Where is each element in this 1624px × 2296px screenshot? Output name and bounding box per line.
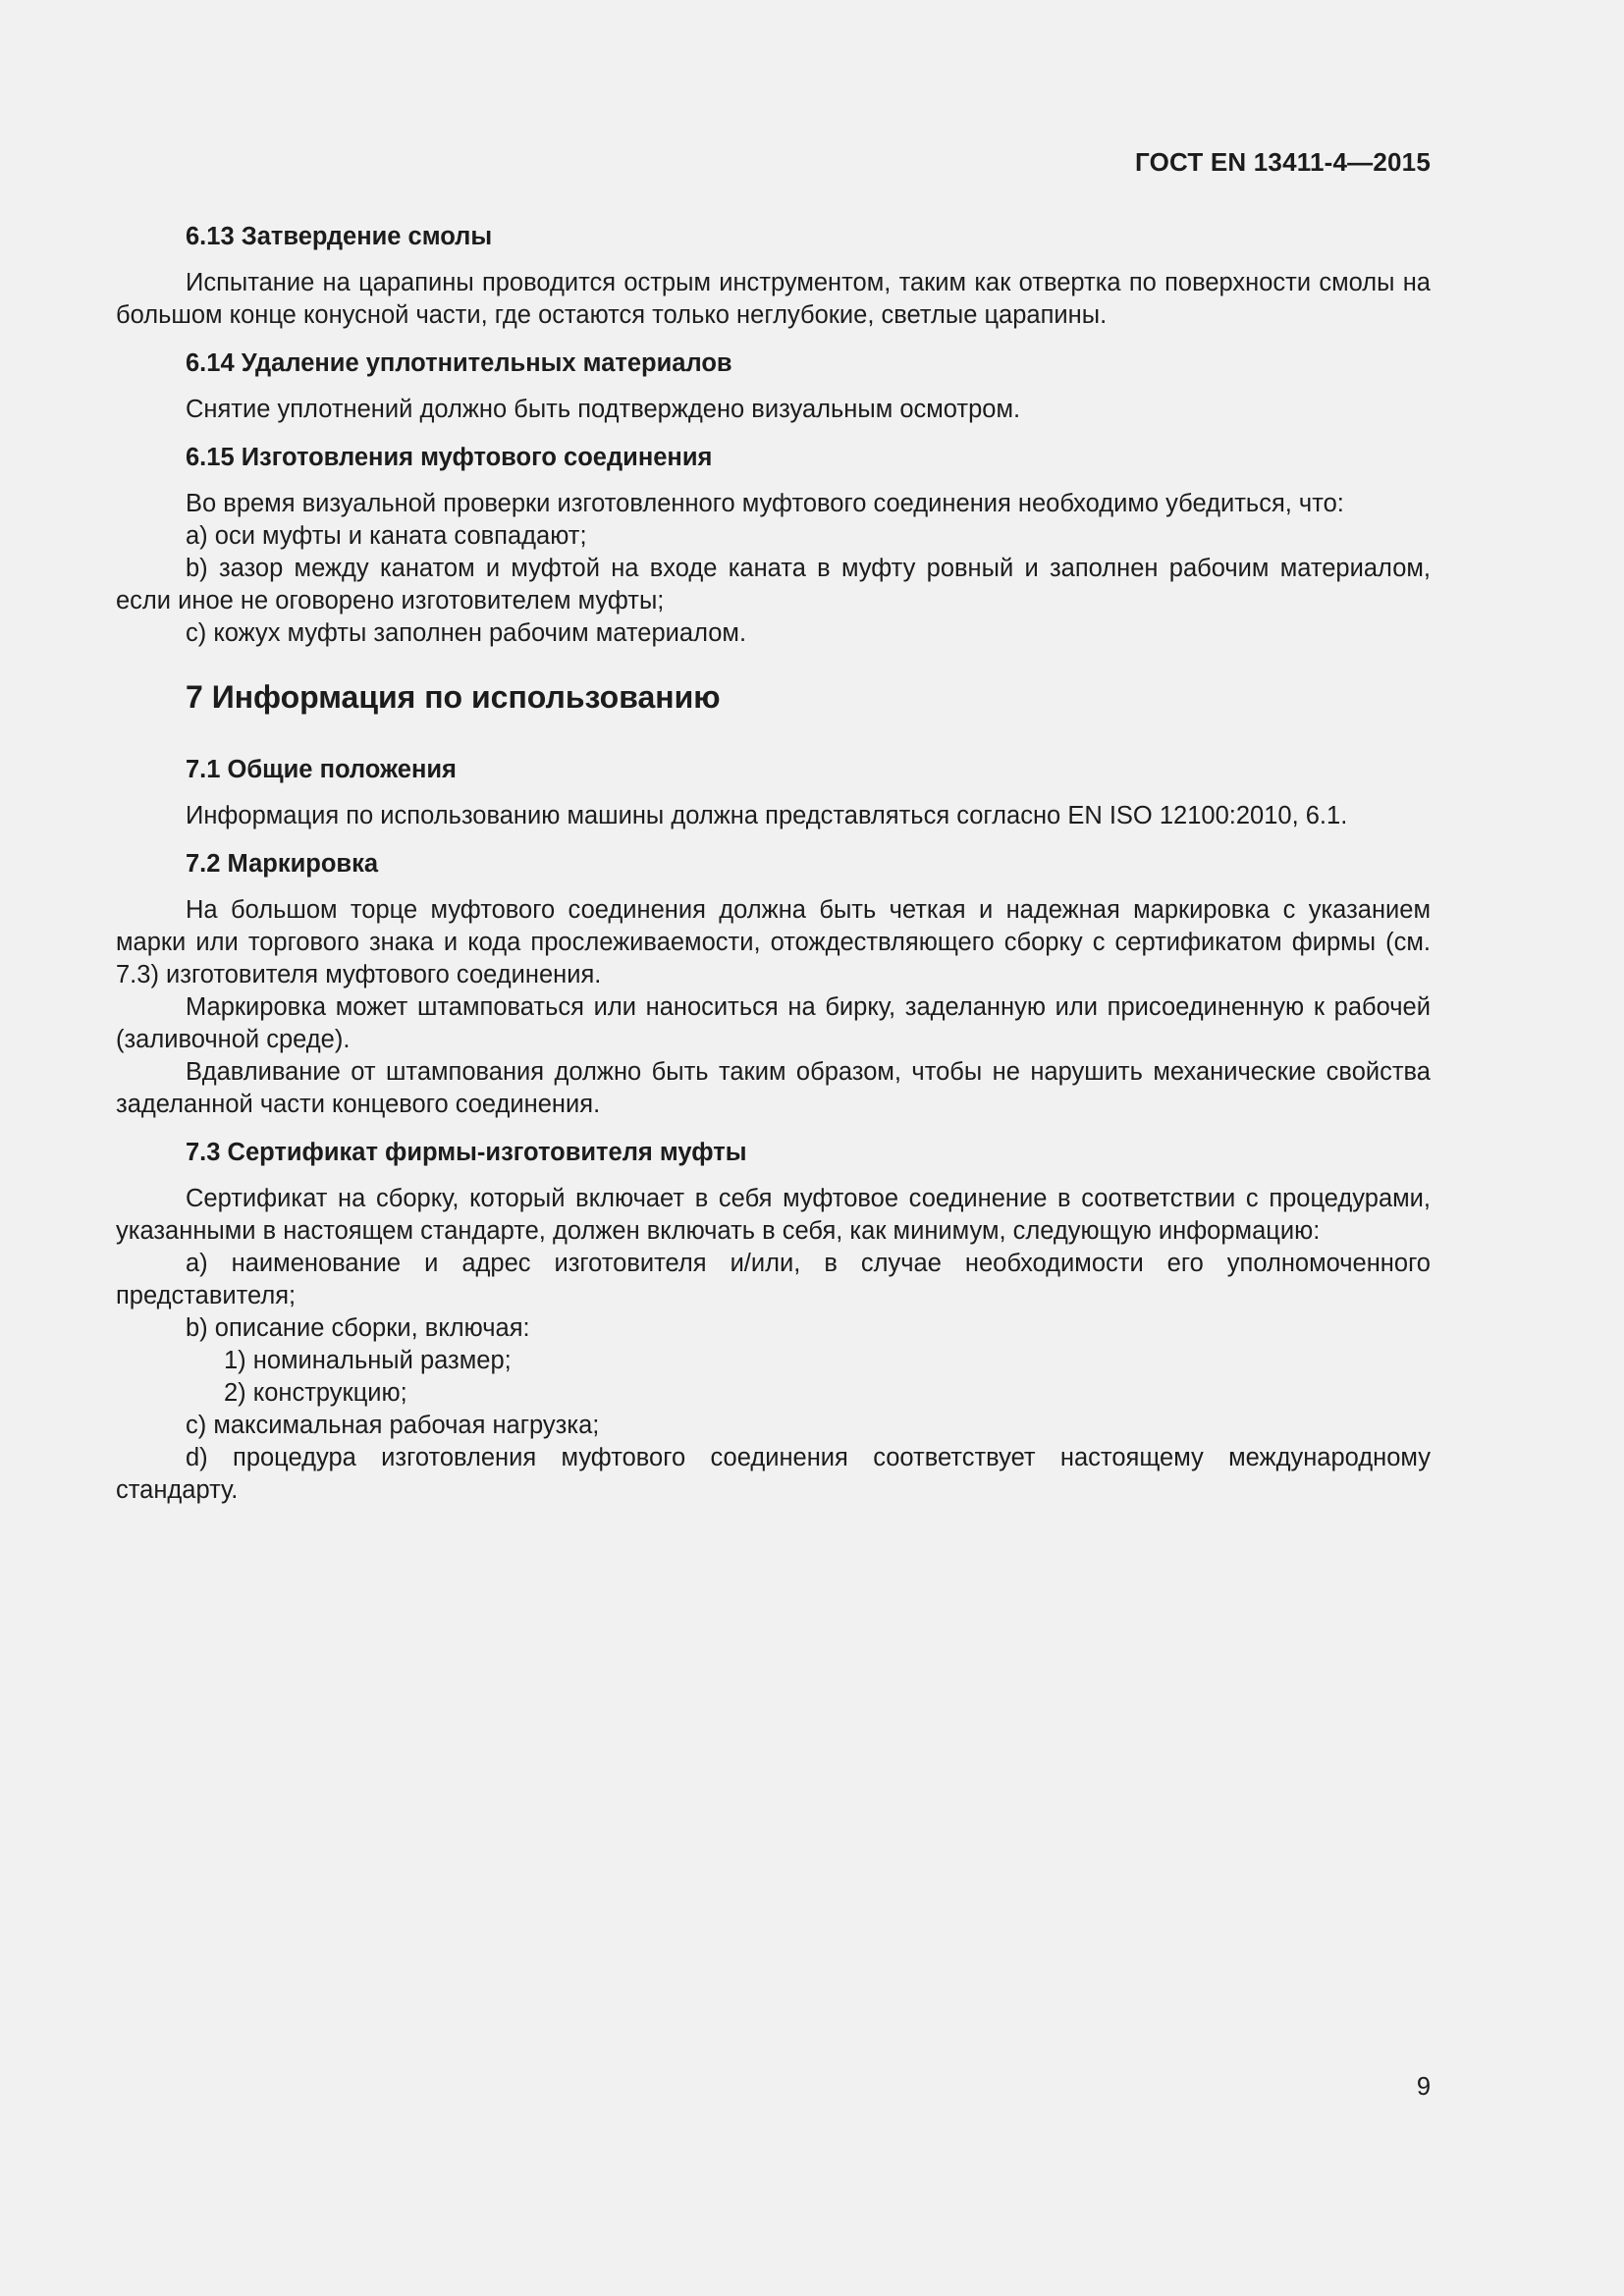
document-code: ГОСТ EN 13411-4—2015 bbox=[1134, 147, 1431, 177]
list-item: a) наименование и адрес изготовителя и/или, в случае необходимости его уполномоченного представителя; bbox=[116, 1250, 1431, 1309]
section-7-3 bbox=[116, 1137, 1431, 1507]
chapter-heading: 7 Информация по использованию bbox=[186, 679, 721, 715]
section-heading: 7.2 Маркировка bbox=[186, 850, 379, 878]
paragraph: Сертификат на сборку, который включает в себя муфтовое соединение в соответствии с процедурами, указанными в настоящем стандарте, должен включать в себя, как минимум, следующую информацию: bbox=[116, 1185, 1431, 1245]
list-item: d) процедура изготовления муфтового соединения соответствует настоящему международному стандарту. bbox=[116, 1444, 1431, 1504]
page-number: 9 bbox=[1416, 2073, 1431, 2101]
paragraph: Маркировка может штамповаться или наноситься на бирку, заделанную или присоединенную к рабочей (заливочной среде). bbox=[116, 993, 1431, 1053]
section-6-15 bbox=[116, 442, 1431, 650]
paragraph: Во время визуальной проверки изготовленного муфтового соединения необходимо убедиться, что: bbox=[186, 490, 1344, 517]
paragraph: На большом торце муфтового соединения должна быть четкая и надежная маркировка с указанием марки или торгового знака и кода прослеживаемости, отождествляющего сборку с сертификатом фирмы (см. 7.3) изготовителя муфтового соединения. bbox=[116, 896, 1431, 988]
document-content bbox=[116, 221, 1431, 1522]
list-item: a) оси муфты и каната совпадают; bbox=[186, 522, 587, 550]
paragraph: Вдавливание от штампования должно быть таким образом, чтобы не нарушить механические свойства заделанной части концевого соединения. bbox=[116, 1058, 1431, 1118]
paragraph: Снятие уплотнений должно быть подтверждено визуальным осмотром. bbox=[186, 396, 1021, 423]
section-6-13 bbox=[116, 221, 1431, 332]
section-heading: 6.15 Изготовления муфтового соединения bbox=[186, 444, 713, 471]
section-heading: 6.13 Затвердение смолы bbox=[186, 223, 493, 250]
section-heading: 7.3 Сертификат фирмы-изготовителя муфты bbox=[186, 1139, 747, 1166]
section-7-2 bbox=[116, 848, 1431, 1121]
list-subitem: 1) номинальный размер; bbox=[224, 1347, 512, 1374]
section-7-1 bbox=[116, 754, 1431, 832]
section-6-14 bbox=[116, 347, 1431, 426]
paragraph: Информация по использованию машины должна представляться согласно EN ISO 12100:2010, 6.1. bbox=[186, 802, 1348, 829]
paragraph: Испытание на царапины проводится острым инструментом, таким как отвертка по поверхности смолы на большом конце конусной части, где остаются только неглубокие, светлые царапины. bbox=[116, 269, 1431, 329]
section-heading: 7.1 Общие положения bbox=[186, 756, 457, 783]
list-item: c) максимальная рабочая нагрузка; bbox=[186, 1412, 600, 1439]
list-item: b) зазор между канатом и муфтой на входе каната в муфту ровный и заполнен рабочим материалом, если иное не оговорено изготовителем муфты; bbox=[116, 555, 1431, 614]
section-heading: 6.14 Удаление уплотнительных материалов bbox=[186, 349, 732, 377]
list-item: c) кожух муфты заполнен рабочим материалом. bbox=[186, 619, 747, 647]
list-item: b) описание сборки, включая: bbox=[186, 1314, 530, 1342]
list-subitem: 2) конструкцию; bbox=[224, 1379, 407, 1407]
